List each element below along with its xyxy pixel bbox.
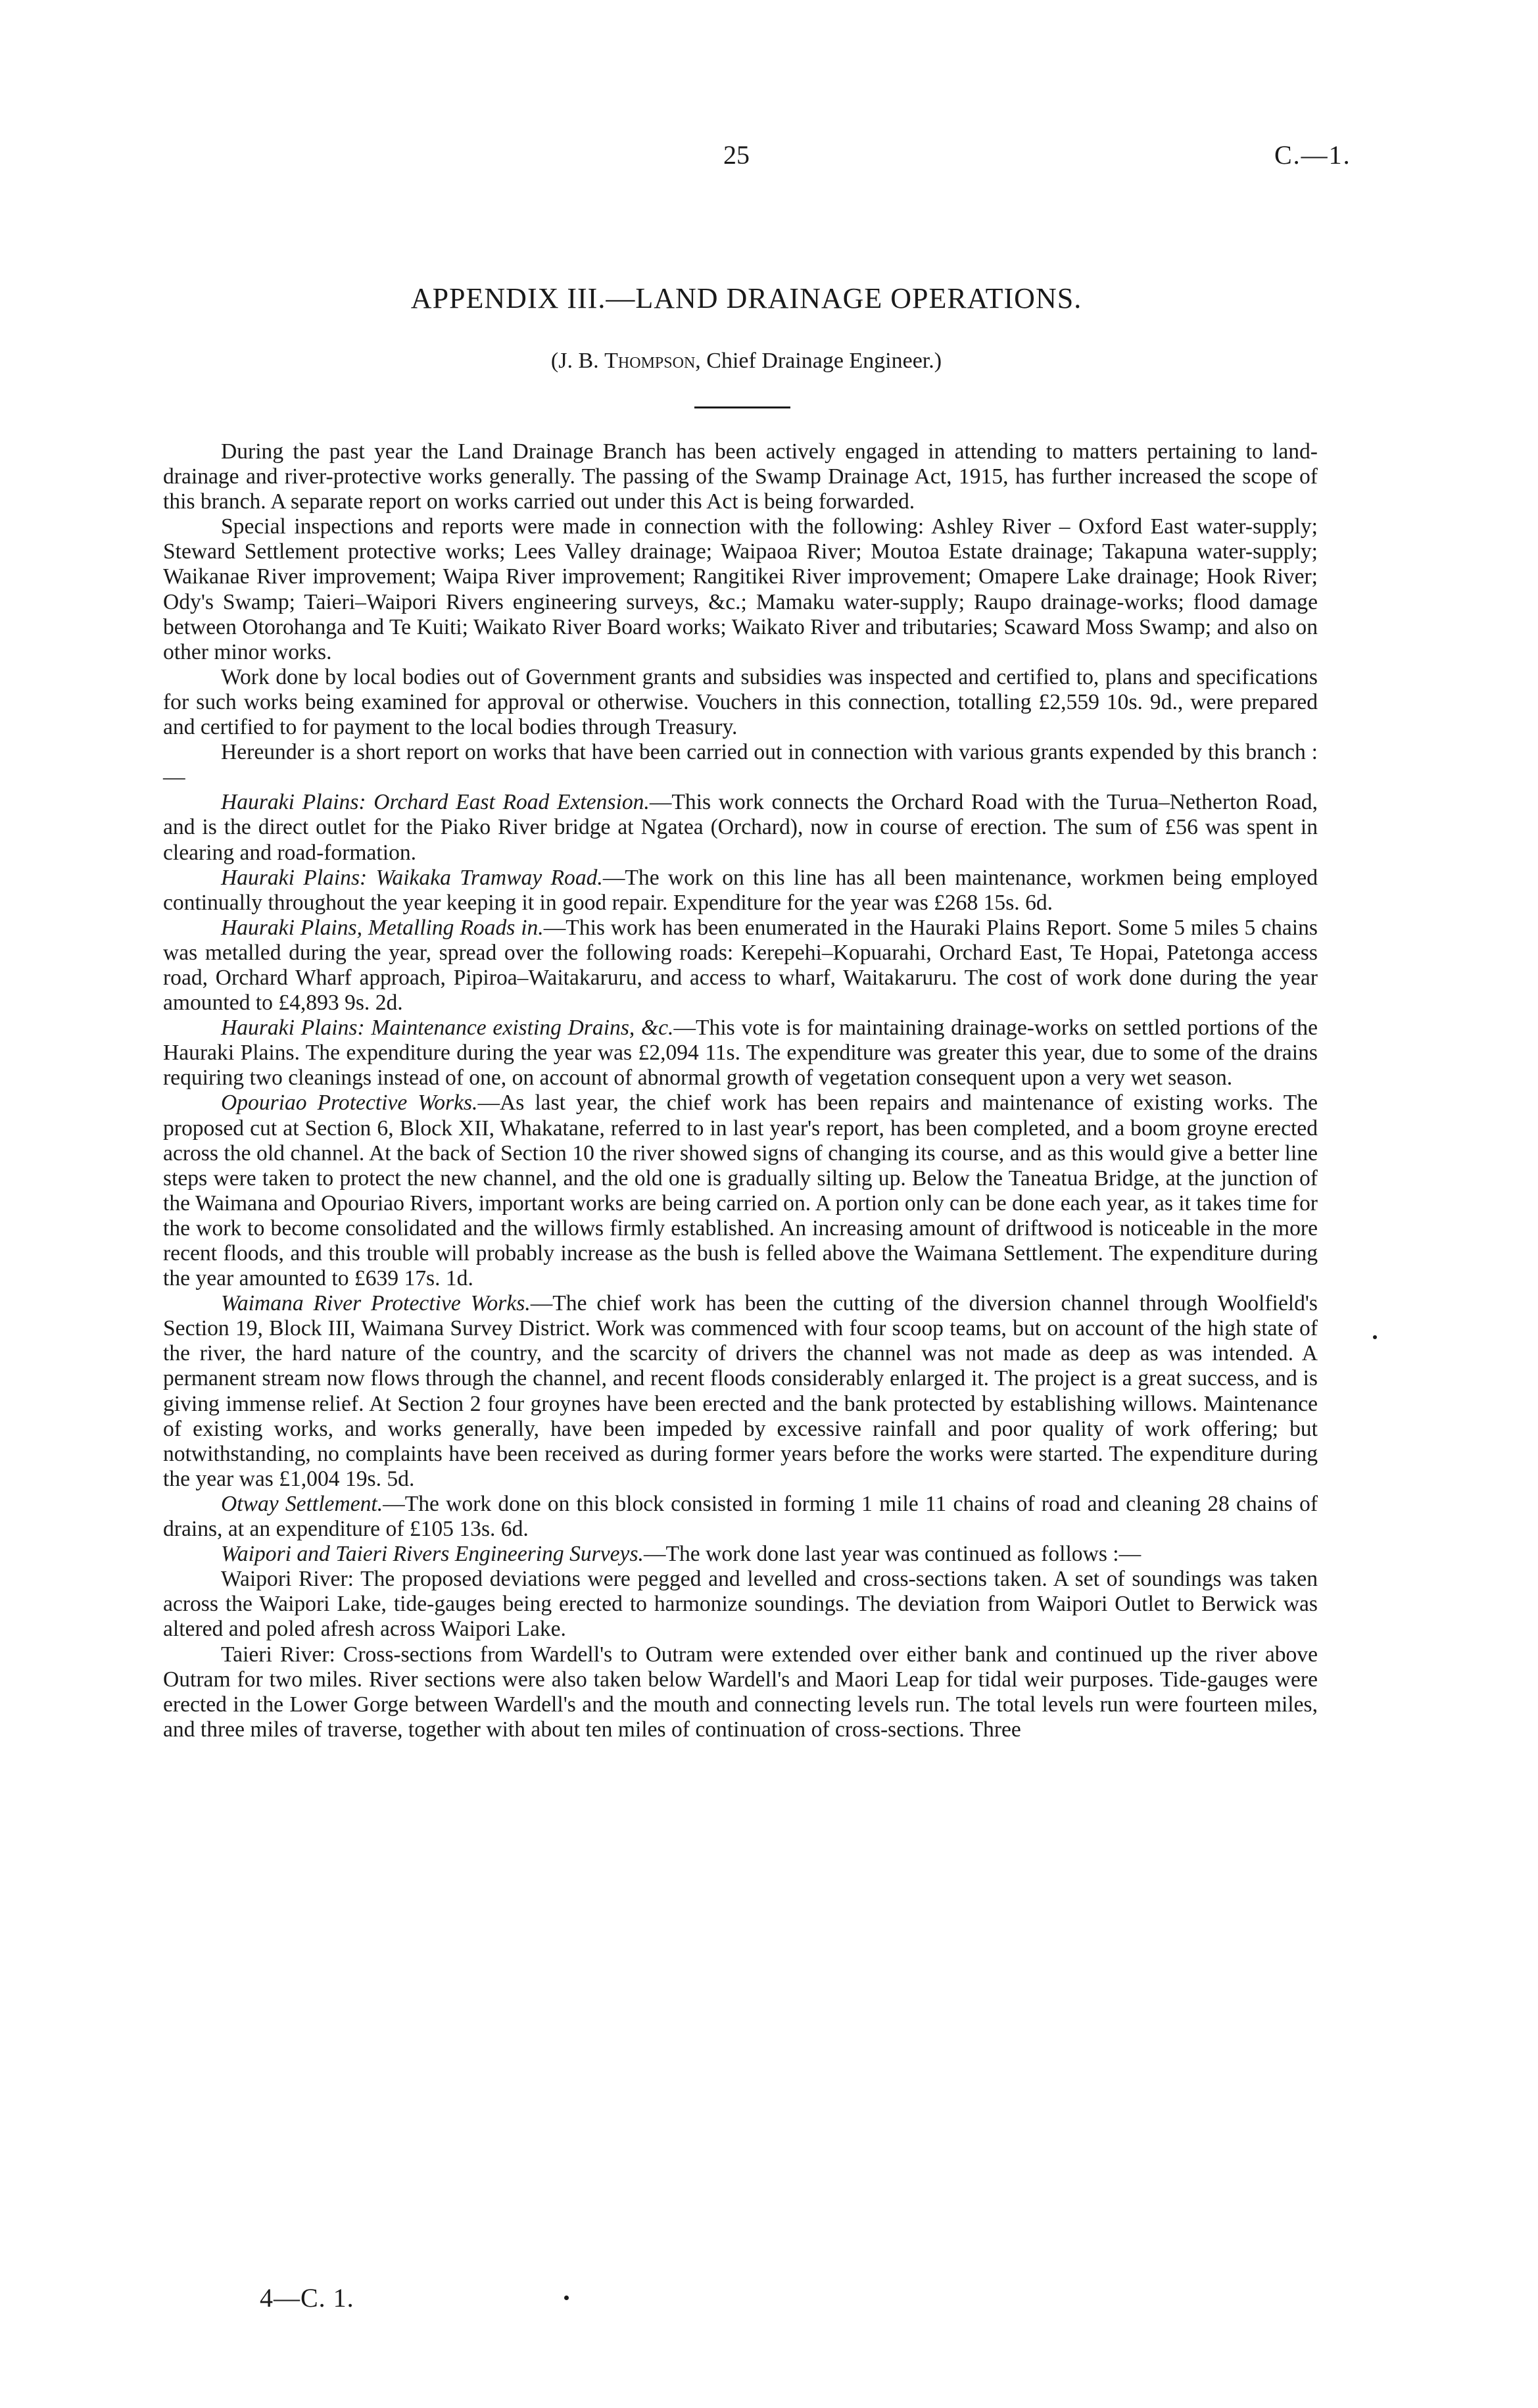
paragraph: Special inspections and reports were made in connection with the following: Ashley River – Oxford East water-supply; Steward Settlement protective works; Lees Valley drainage; Waipaoa River; Moutoa Estate drainage; Takapuna water-supply; Waikanae River improvement; Waipa River improvement; Rangitikei River improvement; Omapere Lake drainage; Hook River; Ody's Swamp; Taieri–Waipori Rivers engineering surveys, &c.; Mamaku water-supply; Raupo drainage-works; flood damage between Otorohanga and Te Kuiti; Waikato River Board works; Waikato River and tributaries; Scaward Moss Swamp; and also on other minor works. xyxy=(163,514,1318,664)
sheet-signature: 4—C. 1. xyxy=(260,2283,354,2313)
appendix-title: APPENDIX III.—LAND DRAINAGE OPERATIONS. xyxy=(410,282,1082,314)
section-heading: Hauraki Plains: Maintenance existing Drains, &c. xyxy=(221,1016,674,1041)
paragraph: Hauraki Plains: Orchard East Road Extension.—This work connects the Orchard Road with the Turua–Netherton Road, and is the direct outlet for the Piako River bridge at Ngatea (Orchard), now in course of erection. The sum of £56 was spent in clearing and road-formation. xyxy=(163,790,1318,865)
byline-rest: , Chief Drainage Engineer.) xyxy=(695,349,942,373)
section-heading: Waipori and Taieri Rivers Engineering Surveys. xyxy=(221,1542,644,1567)
byline-open: (J. B. xyxy=(550,349,605,373)
section-heading: Hauraki Plains: Waikaka Tramway Road. xyxy=(221,865,603,890)
author-name: Thompson xyxy=(604,349,696,373)
page-number: 25 xyxy=(723,140,750,170)
paragraph: During the past year the Land Drainage Branch has been actively engaged in attending to matters pertaining to land-drainage and river-protective works generally. The passing of the Swamp Drainage Act, 1915, has further increased the scope of this branch. A separate report on works carried out under this Act is being forwarded. xyxy=(163,439,1318,514)
paragraph: Taieri River: Cross-sections from Wardell's to Outram were extended over either bank and continued up the river above Outram for two miles. River sections were also taken below Wardell's and Maori Leap for tidal weir purposes. Tide-gauges were erected in the Lower Gorge between Wardell's and the mouth and connecting levels run. The total levels run were fourteen miles, and three miles of traverse, together with about ten miles of continuation of cross-sections. Three xyxy=(163,1642,1318,1742)
paragraph: Hereunder is a short report on works that have been carried out in connection with various grants expended by this branch :— xyxy=(163,740,1318,790)
paragraph: Hauraki Plains: Waikaka Tramway Road.—The work on this line has all been maintenance, workmen being employed continually throughout the year keeping it in good repair. Expenditure for the year was £268 15s. 6d. xyxy=(163,865,1318,915)
footer-mark xyxy=(564,2296,569,2300)
section-heading: Hauraki Plains, Metalling Roads in. xyxy=(221,915,544,940)
section-heading: Opouriao Protective Works. xyxy=(221,1091,478,1116)
title-divider xyxy=(694,406,790,408)
paragraph: Waipori River: The proposed deviations were pegged and levelled and cross-sections taken. A set of soundings was taken across the Waipori Lake, tide-gauges being erected to harmonize soundings. The deviation from Waipori Outlet to Berwick was altered and poled afresh across Waipori Lake. xyxy=(163,1567,1318,1642)
author-byline xyxy=(0,349,1493,374)
section-heading: Hauraki Plains: Orchard East Road Extension. xyxy=(221,790,650,815)
paragraph: Work done by local bodies out of Government grants and subsidies was inspected and certified to, plans and specifications for such works being examined for approval or otherwise. Vouchers in this connection, totalling £2,559 10s. 9d., were prepared and certified to for payment to the local bodies through Treasury. xyxy=(163,664,1318,740)
series-reference: C.—1. xyxy=(1274,140,1351,170)
paragraph: Hauraki Plains, Metalling Roads in.—This work has been enumerated in the Hauraki Plains Report. Some 5 miles 5 chains was metalled during the year, spread over the following roads: Kerepehi–Kopuarahi, Orchard East, Te Hopai, Patetonga access road, Orchard Wharf approach, Pipiroa–Waitakaruru, and access to wharf, Waitakaruru. The cost of work done during the year amounted to £4,893 9s. 2d. xyxy=(163,915,1318,1016)
section-heading: Waimana River Protective Works. xyxy=(221,1291,531,1316)
paragraph: Waimana River Protective Works.—The chief work has been the cutting of the diversion channel through Woolfield's Section 19, Block III, Waimana Survey District. Work was commenced with four scoop teams, but on account of the high state of the river, the hard nature of the country, and the scarcity of drivers the channel was not made as deep as was intended. A permanent stream now flows through the channel, and recent floods considerably enlarged it. The project is a great success, and is giving immense relief. At Section 2 four groynes have been erected and the bank protected by establishing willows. Maintenance of existing works, and works generally, have been impeded by excessive rainfall and poor quality of work offering; but notwithstanding, no complaints have been received as during former years before the works were started. The expenditure during the year was £1,004 19s. 5d. xyxy=(163,1291,1318,1491)
paragraph: Hauraki Plains: Maintenance existing Drains, &c.—This vote is for maintaining drainage-works on settled portions of the Hauraki Plains. The expenditure during the year was £2,094 11s. The expenditure was greater this year, due to some of the drains requiring two cleanings instead of one, on account of abnormal growth of vegetation consequent upon a very wet season. xyxy=(163,1016,1318,1091)
margin-mark xyxy=(1373,1335,1377,1339)
paragraph: Waipori and Taieri Rivers Engineering Surveys.—The work done last year was continued as follows :— xyxy=(221,1542,1141,1567)
paragraph: Otway Settlement.—The work done on this block consisted in forming 1 mile 11 chains of road and cleaning 28 chains of drains, at an expenditure of £105 13s. 6d. xyxy=(163,1491,1318,1542)
section-heading: Otway Settlement. xyxy=(221,1491,383,1516)
paragraph: Opouriao Protective Works.—As last year, the chief work has been repairs and maintenance of existing works. The proposed cut at Section 6, Block XII, Whakatane, referred to in last year's report, has been completed, and a boom groyne erected across the old channel. At the back of Section 10 the river showed signs of changing its course, and as this would give a better line steps were taken to protect the new channel, and the old one is gradually silting up. Below the Taneatua Bridge, at the junction of the Waimana and Opouriao Rivers, important works are being carried on. A portion only can be done each year, as it takes time for the work to become consolidated and the willows firmly established. An increasing amount of driftwood is noticeable in the more recent floods, and this trouble will probably increase as the bush is felled above the Waimana Settlement. The expenditure during the year amounted to £639 17s. 1d. xyxy=(163,1091,1318,1291)
report-body xyxy=(163,439,1318,1742)
